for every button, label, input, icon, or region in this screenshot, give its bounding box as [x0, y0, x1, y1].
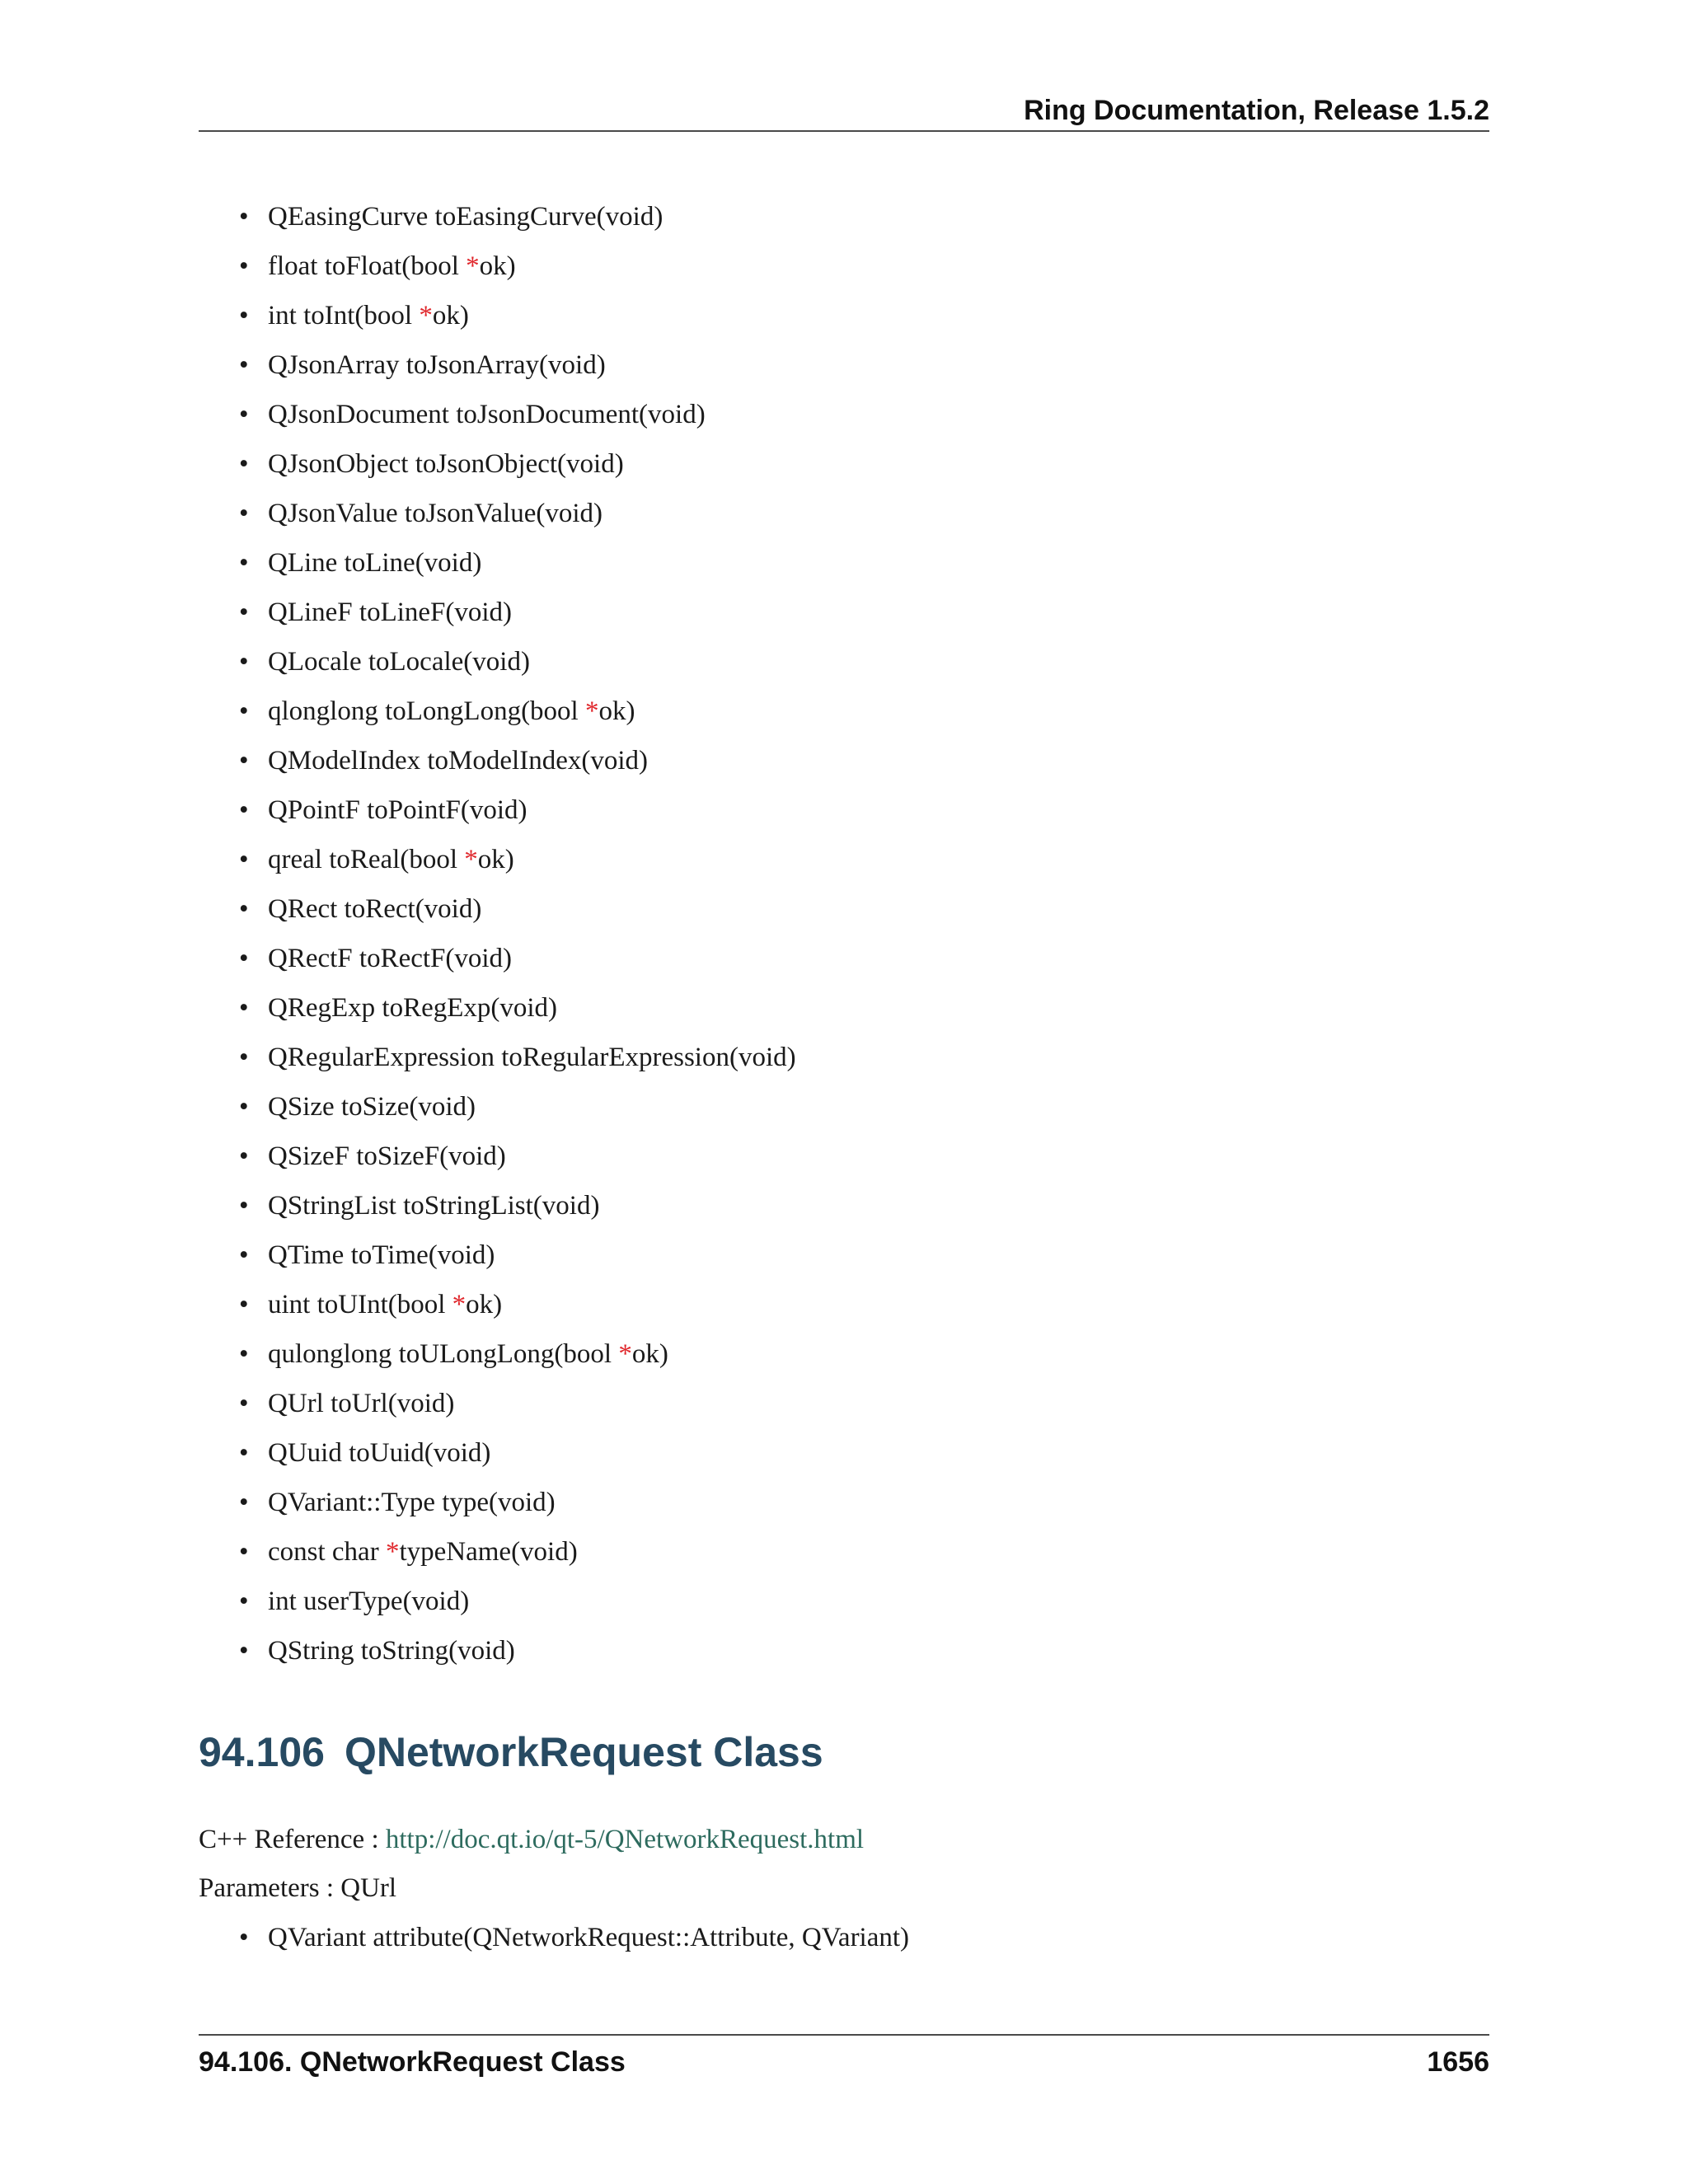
- method-item: [239, 195, 796, 245]
- bullet-icon: •: [239, 499, 249, 528]
- method-item: [239, 541, 796, 591]
- method-item: [239, 294, 796, 344]
- method-signature: QRectF toRectF(void): [268, 944, 513, 973]
- bullet-icon: •: [239, 449, 249, 479]
- footer-section-title: 94.106. QNetworkRequest Class: [199, 2046, 626, 2078]
- bullet-icon: •: [239, 1438, 249, 1468]
- pointer-asterisk: *: [464, 845, 478, 874]
- method-signature-rest: typeName(void): [399, 1537, 578, 1567]
- method-item: [239, 1036, 796, 1085]
- bullet-icon: •: [239, 1923, 249, 1952]
- method-signature-rest: ok): [432, 301, 469, 330]
- bullet-icon: •: [239, 1586, 249, 1616]
- bullet-icon: •: [239, 845, 249, 874]
- bullet-icon: •: [239, 301, 249, 330]
- reference-label: C++ Reference :: [199, 1825, 386, 1854]
- method-signature: QJsonValue toJsonValue(void): [268, 499, 603, 528]
- page-header: [199, 92, 1489, 132]
- method-signature: QString toString(void): [268, 1636, 515, 1666]
- method-signature: QUuid toUuid(void): [268, 1438, 491, 1468]
- bullet-icon: •: [239, 598, 249, 627]
- method-item: [239, 443, 796, 492]
- pointer-asterisk: *: [452, 1290, 467, 1319]
- method-item: [239, 393, 796, 443]
- bullet-icon: •: [239, 894, 249, 924]
- bullet-icon: •: [239, 1537, 249, 1567]
- bullet-icon: •: [239, 548, 249, 578]
- header-title: Ring Documentation, Release 1.5.2: [1024, 95, 1489, 126]
- method-signature: QRect toRect(void): [268, 894, 482, 924]
- bullet-icon: •: [239, 944, 249, 973]
- bullet-icon: •: [239, 1043, 249, 1072]
- method-item: [239, 492, 796, 541]
- method-signature: int toInt(bool: [268, 301, 420, 330]
- method-item: [239, 1382, 796, 1432]
- pointer-asterisk: *: [584, 696, 599, 726]
- bullet-icon: •: [239, 1636, 249, 1666]
- method-signature-rest: ok): [598, 696, 635, 726]
- method-item: [239, 1283, 796, 1333]
- method-signature: qulonglong toULongLong(bool: [268, 1339, 619, 1369]
- method-signature: QLineF toLineF(void): [268, 598, 513, 627]
- method-signature: QJsonObject toJsonObject(void): [268, 449, 624, 479]
- method-item: [239, 1234, 796, 1283]
- method-signature: QJsonDocument toJsonDocument(void): [268, 400, 706, 429]
- section-title: QNetworkRequest Class: [344, 1729, 823, 1775]
- method-signature: QStringList toStringList(void): [268, 1191, 600, 1221]
- bullet-icon: •: [239, 202, 249, 232]
- method-signature: float toFloat(bool: [268, 251, 467, 281]
- method-signature: QSizeF toSizeF(void): [268, 1141, 506, 1171]
- pointer-asterisk: *: [466, 251, 480, 281]
- method-item: [239, 245, 796, 294]
- method-signature: QTime toTime(void): [268, 1240, 495, 1270]
- method-signature: const char: [268, 1537, 386, 1567]
- method-item: [239, 1184, 796, 1234]
- bullet-icon: •: [239, 400, 249, 429]
- bullet-icon: •: [239, 696, 249, 726]
- method-signature: QVariant attribute(QNetworkRequest::Attribute, QVariant): [268, 1923, 910, 1952]
- method-item: [239, 591, 796, 640]
- method-signature-rest: ok): [466, 1290, 503, 1319]
- pointer-asterisk: *: [419, 301, 433, 330]
- method-item: [239, 789, 796, 838]
- method-item: [239, 1481, 796, 1530]
- bullet-icon: •: [239, 1092, 249, 1122]
- method-signature: QLocale toLocale(void): [268, 647, 530, 677]
- method-item: [239, 1916, 909, 1966]
- method-item: [239, 1085, 796, 1135]
- method-item: [239, 888, 796, 937]
- method-signature: qlonglong toLongLong(bool: [268, 696, 585, 726]
- method-signature: qreal toReal(bool: [268, 845, 465, 874]
- method-item: [239, 690, 796, 739]
- method-signature: int userType(void): [268, 1586, 470, 1616]
- method-item: [239, 1432, 796, 1481]
- method-item: [239, 937, 796, 987]
- section-number: 94.106: [199, 1729, 325, 1775]
- section-method-list: [239, 1916, 909, 1966]
- bullet-icon: •: [239, 1389, 249, 1418]
- method-signature: QRegularExpression toRegularExpression(void): [268, 1043, 796, 1072]
- method-signature-rest: ok): [477, 845, 514, 874]
- pointer-asterisk: *: [385, 1537, 400, 1567]
- reference-link[interactable]: http://doc.qt.io/qt-5/QNetworkRequest.html: [385, 1825, 865, 1854]
- bullet-icon: •: [239, 993, 249, 1023]
- method-item: [239, 1135, 796, 1184]
- bullet-icon: •: [239, 1290, 249, 1319]
- bullet-icon: •: [239, 746, 249, 776]
- cpp-reference: [199, 1818, 864, 1861]
- bullet-icon: •: [239, 795, 249, 825]
- bullet-icon: •: [239, 350, 249, 380]
- method-item: [239, 1580, 796, 1629]
- bullet-icon: •: [239, 1191, 249, 1221]
- bullet-icon: •: [239, 251, 249, 281]
- pointer-asterisk: *: [618, 1339, 632, 1369]
- page-number: 1656: [1427, 2046, 1489, 2078]
- parameters-text: Parameters : QUrl: [199, 1873, 397, 1903]
- page-footer: [199, 2034, 1489, 2085]
- method-signature: QSize toSize(void): [268, 1092, 476, 1122]
- bullet-icon: •: [239, 1339, 249, 1369]
- method-signature: QUrl toUrl(void): [268, 1389, 455, 1418]
- method-signature: QVariant::Type type(void): [268, 1488, 556, 1517]
- method-signature: QPointF toPointF(void): [268, 795, 528, 825]
- method-signature: QModelIndex toModelIndex(void): [268, 746, 648, 776]
- method-signature: uint toUInt(bool: [268, 1290, 452, 1319]
- method-item: [239, 1530, 796, 1580]
- method-item: [239, 987, 796, 1036]
- method-list: [239, 195, 796, 1679]
- method-item: [239, 838, 796, 888]
- method-signature: QRegExp toRegExp(void): [268, 993, 558, 1023]
- method-signature-rest: ok): [631, 1339, 668, 1369]
- method-item: [239, 640, 796, 690]
- method-signature: QJsonArray toJsonArray(void): [268, 350, 606, 380]
- bullet-icon: •: [239, 1240, 249, 1270]
- bullet-icon: •: [239, 1141, 249, 1171]
- method-item: [239, 344, 796, 393]
- method-item: [239, 1333, 796, 1382]
- method-signature: QEasingCurve toEasingCurve(void): [268, 202, 663, 232]
- bullet-icon: •: [239, 647, 249, 677]
- method-item: [239, 739, 796, 789]
- method-signature-rest: ok): [479, 251, 516, 281]
- method-item: [239, 1629, 796, 1679]
- section-heading: [199, 1726, 823, 1779]
- method-signature: QLine toLine(void): [268, 548, 482, 578]
- bullet-icon: •: [239, 1488, 249, 1517]
